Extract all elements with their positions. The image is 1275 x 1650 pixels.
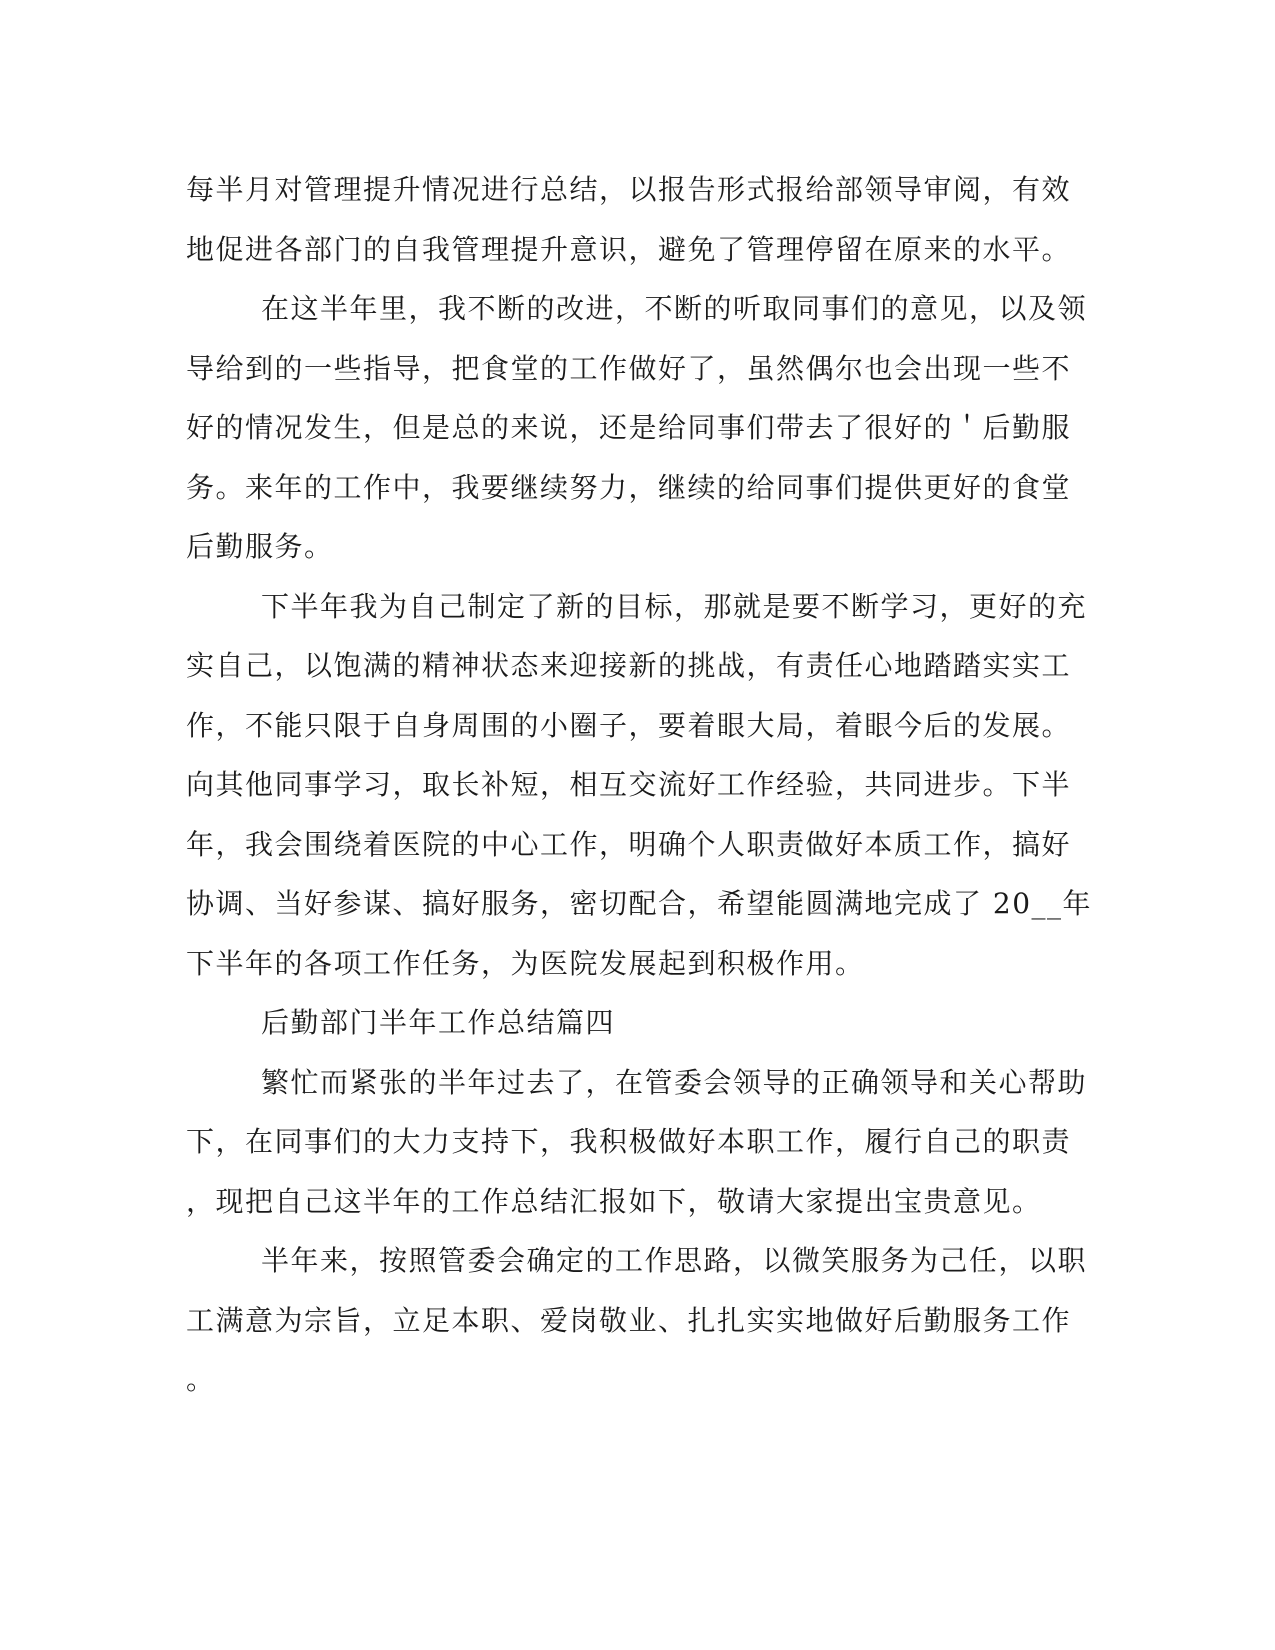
text-line: 繁忙而紧张的半年过去了，在管委会领导的正确领导和关心帮助 bbox=[261, 1065, 1088, 1099]
text-line: 协调、当好参谋、搞好服务，密切配合，希望能圆满地完成了 20__年 bbox=[186, 887, 1093, 920]
text-line: 向其他同事学习，取长补短，相互交流好工作经验，共同进步。下半 bbox=[186, 768, 1072, 801]
text-line: 导给到的一些指导，把食堂的工作做好了，虽然偶尔也会出现一些不 bbox=[186, 351, 1072, 385]
text-line: ，现把自己这半年的工作总结汇报如下，敬请大家提出宝贵意见。 bbox=[186, 1184, 1042, 1218]
text-line: 下半年我为自己制定了新的目标，那就是要不断学习，更好的充 bbox=[261, 589, 1088, 623]
text-line: 半年来，按照管委会确定的工作思路，以微笑服务为己任，以职 bbox=[261, 1244, 1088, 1277]
text-line: 后勤服务。 bbox=[186, 530, 334, 563]
section-heading: 后勤部门半年工作总结篇四 bbox=[261, 1006, 616, 1039]
text-line: 实自己，以饱满的精神状态来迎接新的挑战，有责任心地踏踏实实工 bbox=[186, 649, 1072, 682]
text-line: 作，不能只限于自身周围的小圈子，要着眼大局，着眼今后的发展。 bbox=[186, 708, 1072, 742]
text-line: 好的情况发生，但是总的来说，还是给同事们带去了很好的＇后勤服 bbox=[186, 411, 1072, 444]
text-line: 年，我会围绕着医院的中心工作，明确个人职责做好本质工作，搞好 bbox=[186, 827, 1072, 861]
text-line: 下半年的各项工作任务，为医院发展起到积极作用。 bbox=[186, 946, 865, 980]
text-line: 每半月对管理提升情况进行总结，以报告形式报给部领导审阅，有效 bbox=[186, 173, 1072, 206]
text-line: 在这半年里，我不断的改进，不断的听取同事们的意见，以及领 bbox=[261, 292, 1088, 325]
document-body bbox=[186, 160, 1093, 1410]
text-line: 下，在同事们的大力支持下，我积极做好本职工作，履行自己的职责 bbox=[186, 1125, 1072, 1158]
text-line: 务。来年的工作中，我要继续努力，继续的给同事们提供更好的食堂 bbox=[186, 470, 1072, 504]
text-line: 地促进各部门的自我管理提升意识，避免了管理停留在原来的水平。 bbox=[186, 232, 1072, 266]
text-line: 。 bbox=[186, 1363, 216, 1396]
text-line: 工满意为宗旨，立足本职、爱岗敬业、扎扎实实地做好后勤服务工作 bbox=[186, 1303, 1072, 1337]
